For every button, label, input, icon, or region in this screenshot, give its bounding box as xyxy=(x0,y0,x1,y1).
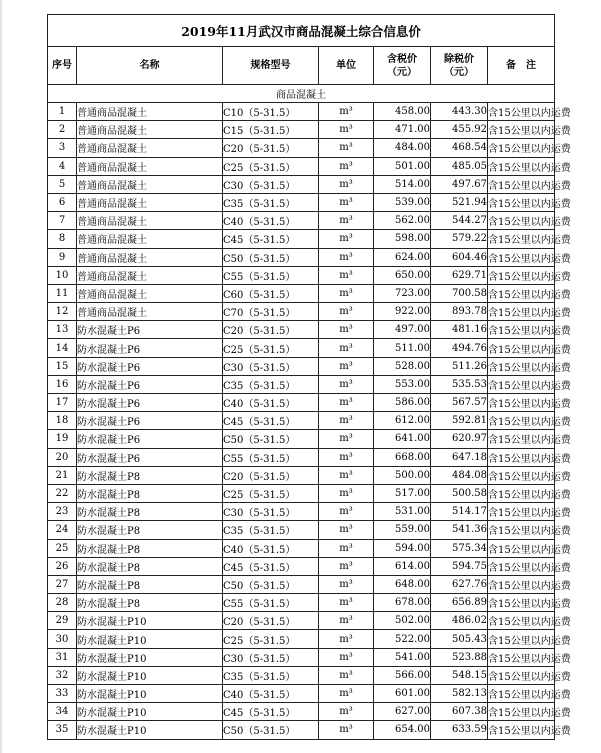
cell-price-tax-incl: 500.00 xyxy=(374,466,431,484)
cell-price-tax-incl: 612.00 xyxy=(374,412,431,430)
cell-name: 防水混凝土P6 xyxy=(77,339,223,357)
cell-name: 防水混凝土P10 xyxy=(77,630,223,648)
cell-unit: m³ xyxy=(319,357,374,375)
cell-name: 防水混凝土P8 xyxy=(77,484,223,502)
cell-name: 防水混凝土P6 xyxy=(77,357,223,375)
cell-index: 12 xyxy=(48,303,77,321)
header-price-tax-excl-line1: 除税价 xyxy=(444,53,474,65)
cell-price-tax-incl: 650.00 xyxy=(374,266,431,284)
cell-note: 含15公里以内运费 xyxy=(488,521,555,539)
cell-spec: C45（5-31.5） xyxy=(223,412,319,430)
cell-price-tax-incl: 624.00 xyxy=(374,248,431,266)
cell-spec: C20（5-31.5） xyxy=(223,466,319,484)
table-row xyxy=(48,175,555,193)
cell-index: 21 xyxy=(48,466,77,484)
cell-price-tax-excl: 594.75 xyxy=(431,557,488,575)
cell-index: 23 xyxy=(48,503,77,521)
cell-unit: m³ xyxy=(319,721,374,739)
table-row xyxy=(48,575,555,593)
cell-spec: C40（5-31.5） xyxy=(223,539,319,557)
cell-note: 含15公里以内运费 xyxy=(488,230,555,248)
cell-note: 含15公里以内运费 xyxy=(488,193,555,211)
cell-unit: m³ xyxy=(319,303,374,321)
header-price-tax-excl xyxy=(431,47,488,85)
cell-index: 32 xyxy=(48,666,77,684)
header-price-tax-incl-line2: （元） xyxy=(387,66,417,78)
cell-price-tax-excl: 541.36 xyxy=(431,521,488,539)
cell-price-tax-excl: 511.26 xyxy=(431,357,488,375)
cell-unit: m³ xyxy=(319,503,374,521)
cell-unit: m³ xyxy=(319,139,374,157)
cell-spec: C15（5-31.5） xyxy=(223,121,319,139)
cell-note: 含15公里以内运费 xyxy=(488,394,555,412)
cell-spec: C20（5-31.5） xyxy=(223,612,319,630)
cell-index: 13 xyxy=(48,321,77,339)
cell-name: 普通商品混凝土 xyxy=(77,266,223,284)
cell-note: 含15公里以内运费 xyxy=(488,412,555,430)
cell-note: 含15公里以内运费 xyxy=(488,375,555,393)
cell-spec: C50（5-31.5） xyxy=(223,248,319,266)
cell-price-tax-excl: 633.59 xyxy=(431,721,488,739)
cell-unit: m³ xyxy=(319,375,374,393)
cell-index: 5 xyxy=(48,175,77,193)
cell-note: 含15公里以内运费 xyxy=(488,303,555,321)
table-row xyxy=(48,121,555,139)
cell-price-tax-incl: 668.00 xyxy=(374,448,431,466)
cell-spec: C50（5-31.5） xyxy=(223,721,319,739)
cell-index: 7 xyxy=(48,212,77,230)
cell-spec: C25（5-31.5） xyxy=(223,484,319,502)
cell-unit: m³ xyxy=(319,575,374,593)
cell-name: 普通商品混凝土 xyxy=(77,121,223,139)
cell-price-tax-excl: 514.17 xyxy=(431,503,488,521)
table-row xyxy=(48,721,555,739)
cell-unit: m³ xyxy=(319,484,374,502)
cell-price-tax-excl: 544.27 xyxy=(431,212,488,230)
cell-note: 含15公里以内运费 xyxy=(488,448,555,466)
cell-price-tax-excl: 481.16 xyxy=(431,321,488,339)
cell-price-tax-incl: 598.00 xyxy=(374,230,431,248)
cell-price-tax-incl: 627.00 xyxy=(374,703,431,721)
cell-price-tax-excl: 607.38 xyxy=(431,703,488,721)
cell-unit: m³ xyxy=(319,448,374,466)
cell-price-tax-incl: 517.00 xyxy=(374,484,431,502)
cell-price-tax-incl: 594.00 xyxy=(374,539,431,557)
cell-unit: m³ xyxy=(319,193,374,211)
cell-note: 含15公里以内运费 xyxy=(488,575,555,593)
cell-note: 含15公里以内运费 xyxy=(488,212,555,230)
cell-price-tax-excl: 629.71 xyxy=(431,266,488,284)
cell-price-tax-incl: 511.00 xyxy=(374,339,431,357)
cell-unit: m³ xyxy=(319,266,374,284)
table-row xyxy=(48,303,555,321)
cell-name: 普通商品混凝土 xyxy=(77,248,223,266)
cell-note: 含15公里以内运费 xyxy=(488,721,555,739)
cell-spec: C30（5-31.5） xyxy=(223,648,319,666)
cell-price-tax-excl: 592.81 xyxy=(431,412,488,430)
table-row xyxy=(48,466,555,484)
cell-note: 含15公里以内运费 xyxy=(488,703,555,721)
cell-note: 含15公里以内运费 xyxy=(488,430,555,448)
cell-name: 防水混凝土P10 xyxy=(77,703,223,721)
cell-price-tax-incl: 566.00 xyxy=(374,666,431,684)
cell-spec: C45（5-31.5） xyxy=(223,703,319,721)
cell-index: 19 xyxy=(48,430,77,448)
cell-price-tax-incl: 641.00 xyxy=(374,430,431,448)
cell-note: 含15公里以内运费 xyxy=(488,284,555,302)
cell-unit: m³ xyxy=(319,703,374,721)
header-row xyxy=(48,47,555,85)
cell-unit: m³ xyxy=(319,430,374,448)
cell-unit: m³ xyxy=(319,521,374,539)
cell-price-tax-excl: 484.08 xyxy=(431,466,488,484)
table-row xyxy=(48,139,555,157)
cell-price-tax-excl: 647.18 xyxy=(431,448,488,466)
cell-price-tax-excl: 521.94 xyxy=(431,193,488,211)
cell-spec: C70（5-31.5） xyxy=(223,303,319,321)
cell-price-tax-excl: 579.22 xyxy=(431,230,488,248)
cell-spec: C50（5-31.5） xyxy=(223,575,319,593)
cell-note: 含15公里以内运费 xyxy=(488,139,555,157)
table-row xyxy=(48,666,555,684)
cell-note: 含15公里以内运费 xyxy=(488,666,555,684)
cell-spec: C60（5-31.5） xyxy=(223,284,319,302)
cell-price-tax-excl: 523.88 xyxy=(431,648,488,666)
header-spec: 规格型号 xyxy=(223,47,319,85)
cell-price-tax-incl: 502.00 xyxy=(374,612,431,630)
cell-unit: m³ xyxy=(319,212,374,230)
cell-unit: m³ xyxy=(319,594,374,612)
cell-unit: m³ xyxy=(319,612,374,630)
cell-spec: C55（5-31.5） xyxy=(223,448,319,466)
cell-name: 防水混凝土P8 xyxy=(77,539,223,557)
table-row xyxy=(48,230,555,248)
cell-name: 防水混凝土P8 xyxy=(77,521,223,539)
cell-spec: C40（5-31.5） xyxy=(223,685,319,703)
cell-index: 22 xyxy=(48,484,77,502)
table-row xyxy=(48,539,555,557)
cell-index: 9 xyxy=(48,248,77,266)
cell-spec: C25（5-31.5） xyxy=(223,339,319,357)
cell-name: 防水混凝土P6 xyxy=(77,394,223,412)
cell-unit: m³ xyxy=(319,175,374,193)
cell-unit: m³ xyxy=(319,230,374,248)
cell-price-tax-excl: 485.05 xyxy=(431,157,488,175)
cell-name: 防水混凝土P8 xyxy=(77,575,223,593)
cell-price-tax-incl: 514.00 xyxy=(374,175,431,193)
cell-name: 普通商品混凝土 xyxy=(77,284,223,302)
cell-note: 含15公里以内运费 xyxy=(488,484,555,502)
cell-name: 普通商品混凝土 xyxy=(77,139,223,157)
cell-unit: m³ xyxy=(319,284,374,302)
cell-name: 防水混凝土P10 xyxy=(77,666,223,684)
cell-index: 31 xyxy=(48,648,77,666)
cell-index: 10 xyxy=(48,266,77,284)
cell-unit: m³ xyxy=(319,321,374,339)
cell-note: 含15公里以内运费 xyxy=(488,648,555,666)
table-row xyxy=(48,157,555,175)
cell-name: 普通商品混凝土 xyxy=(77,175,223,193)
cell-price-tax-incl: 922.00 xyxy=(374,303,431,321)
cell-price-tax-incl: 539.00 xyxy=(374,193,431,211)
cell-note: 含15公里以内运费 xyxy=(488,121,555,139)
cell-price-tax-excl: 468.54 xyxy=(431,139,488,157)
price-table xyxy=(47,14,571,740)
cell-unit: m³ xyxy=(319,539,374,557)
cell-price-tax-incl: 528.00 xyxy=(374,357,431,375)
table-row xyxy=(48,284,555,302)
cell-price-tax-excl: 700.58 xyxy=(431,284,488,302)
cell-note: 含15公里以内运费 xyxy=(488,557,555,575)
cell-price-tax-excl: 604.46 xyxy=(431,248,488,266)
cell-spec: C10（5-31.5） xyxy=(223,103,319,121)
cell-note: 含15公里以内运费 xyxy=(488,612,555,630)
cell-note: 含15公里以内运费 xyxy=(488,503,555,521)
cell-note: 含15公里以内运费 xyxy=(488,357,555,375)
cell-name: 普通商品混凝土 xyxy=(77,157,223,175)
cell-spec: C20（5-31.5） xyxy=(223,139,319,157)
cell-price-tax-incl: 678.00 xyxy=(374,594,431,612)
cell-price-tax-excl: 500.58 xyxy=(431,484,488,502)
cell-name: 普通商品混凝土 xyxy=(77,230,223,248)
cell-note: 含15公里以内运费 xyxy=(488,539,555,557)
table-row xyxy=(48,484,555,502)
cell-unit: m³ xyxy=(319,121,374,139)
cell-price-tax-excl: 455.92 xyxy=(431,121,488,139)
table-row xyxy=(48,685,555,703)
cell-price-tax-incl: 522.00 xyxy=(374,630,431,648)
table-row xyxy=(48,193,555,211)
cell-name: 防水混凝土P6 xyxy=(77,412,223,430)
cell-name: 防水混凝土P10 xyxy=(77,721,223,739)
header-price-tax-incl-line1: 含税价 xyxy=(387,53,417,65)
cell-name: 普通商品混凝土 xyxy=(77,193,223,211)
cell-price-tax-incl: 541.00 xyxy=(374,648,431,666)
cell-name: 防水混凝土P10 xyxy=(77,648,223,666)
table-row xyxy=(48,448,555,466)
cell-name: 防水混凝土P6 xyxy=(77,375,223,393)
cell-index: 4 xyxy=(48,157,77,175)
cell-index: 15 xyxy=(48,357,77,375)
table-row xyxy=(48,212,555,230)
cell-index: 29 xyxy=(48,612,77,630)
table-title: 2019年11月武汉市商品混凝土综合信息价 xyxy=(48,15,555,47)
cell-note: 含15公里以内运费 xyxy=(488,103,555,121)
cell-price-tax-incl: 559.00 xyxy=(374,521,431,539)
cell-unit: m³ xyxy=(319,394,374,412)
cell-index: 34 xyxy=(48,703,77,721)
cell-unit: m³ xyxy=(319,466,374,484)
cell-spec: C50（5-31.5） xyxy=(223,430,319,448)
cell-price-tax-excl: 656.89 xyxy=(431,594,488,612)
cell-index: 6 xyxy=(48,193,77,211)
table-row xyxy=(48,375,555,393)
cell-price-tax-incl: 586.00 xyxy=(374,394,431,412)
cell-price-tax-excl: 575.34 xyxy=(431,539,488,557)
cell-price-tax-incl: 614.00 xyxy=(374,557,431,575)
cell-unit: m³ xyxy=(319,103,374,121)
cell-index: 3 xyxy=(48,139,77,157)
cell-unit: m³ xyxy=(319,557,374,575)
cell-price-tax-incl: 562.00 xyxy=(374,212,431,230)
cell-price-tax-excl: 567.57 xyxy=(431,394,488,412)
cell-spec: C45（5-31.5） xyxy=(223,230,319,248)
cell-index: 8 xyxy=(48,230,77,248)
cell-note: 含15公里以内运费 xyxy=(488,339,555,357)
cell-price-tax-excl: 535.53 xyxy=(431,375,488,393)
cell-name: 防水混凝土P8 xyxy=(77,557,223,575)
cell-price-tax-incl: 501.00 xyxy=(374,157,431,175)
cell-index: 30 xyxy=(48,630,77,648)
cell-unit: m³ xyxy=(319,248,374,266)
cell-price-tax-incl: 648.00 xyxy=(374,575,431,593)
page-edge-shadow xyxy=(0,0,3,753)
cell-name: 防水混凝土P10 xyxy=(77,612,223,630)
cell-price-tax-excl: 582.13 xyxy=(431,685,488,703)
cell-index: 33 xyxy=(48,685,77,703)
cell-spec: C55（5-31.5） xyxy=(223,594,319,612)
cell-note: 含15公里以内运费 xyxy=(488,321,555,339)
table-row xyxy=(48,594,555,612)
cell-price-tax-excl: 494.76 xyxy=(431,339,488,357)
cell-spec: C35（5-31.5） xyxy=(223,521,319,539)
table-row xyxy=(48,103,555,121)
cell-price-tax-excl: 497.67 xyxy=(431,175,488,193)
cell-price-tax-incl: 471.00 xyxy=(374,121,431,139)
cell-spec: C30（5-31.5） xyxy=(223,357,319,375)
cell-price-tax-excl: 627.76 xyxy=(431,575,488,593)
cell-index: 24 xyxy=(48,521,77,539)
cell-name: 防水混凝土P10 xyxy=(77,685,223,703)
cell-price-tax-excl: 893.78 xyxy=(431,303,488,321)
cell-spec: C45（5-31.5） xyxy=(223,557,319,575)
table-row xyxy=(48,321,555,339)
cell-note: 含15公里以内运费 xyxy=(488,175,555,193)
cell-spec: C25（5-31.5） xyxy=(223,630,319,648)
cell-name: 防水混凝土P6 xyxy=(77,321,223,339)
cell-index: 26 xyxy=(48,557,77,575)
cell-index: 35 xyxy=(48,721,77,739)
cell-index: 11 xyxy=(48,284,77,302)
cell-spec: C25（5-31.5） xyxy=(223,157,319,175)
cell-index: 17 xyxy=(48,394,77,412)
cell-index: 25 xyxy=(48,539,77,557)
cell-price-tax-incl: 601.00 xyxy=(374,685,431,703)
cell-spec: C40（5-31.5） xyxy=(223,394,319,412)
cell-spec: C55（5-31.5） xyxy=(223,266,319,284)
cell-unit: m³ xyxy=(319,630,374,648)
cell-price-tax-incl: 654.00 xyxy=(374,721,431,739)
cell-name: 普通商品混凝土 xyxy=(77,212,223,230)
cell-index: 1 xyxy=(48,103,77,121)
cell-price-tax-incl: 553.00 xyxy=(374,375,431,393)
cell-note: 含15公里以内运费 xyxy=(488,157,555,175)
cell-price-tax-excl: 548.15 xyxy=(431,666,488,684)
cell-price-tax-excl: 443.30 xyxy=(431,103,488,121)
table-row xyxy=(48,648,555,666)
header-index: 序号 xyxy=(48,47,77,85)
cell-index: 28 xyxy=(48,594,77,612)
cell-spec: C30（5-31.5） xyxy=(223,503,319,521)
cell-unit: m³ xyxy=(319,157,374,175)
header-price-tax-excl-line2: （元） xyxy=(444,66,474,78)
cell-spec: C35（5-31.5） xyxy=(223,193,319,211)
header-unit: 单位 xyxy=(319,47,374,85)
table-row xyxy=(48,703,555,721)
cell-name: 防水混凝土P8 xyxy=(77,594,223,612)
table-row xyxy=(48,557,555,575)
table-row xyxy=(48,266,555,284)
cell-spec: C35（5-31.5） xyxy=(223,375,319,393)
cell-price-tax-incl: 484.00 xyxy=(374,139,431,157)
cell-note: 含15公里以内运费 xyxy=(488,248,555,266)
table-row xyxy=(48,248,555,266)
cell-name: 防水混凝土P6 xyxy=(77,430,223,448)
header-note: 备 注 xyxy=(488,47,555,85)
cell-price-tax-incl: 497.00 xyxy=(374,321,431,339)
cell-price-tax-excl: 620.97 xyxy=(431,430,488,448)
cell-unit: m³ xyxy=(319,648,374,666)
cell-price-tax-incl: 531.00 xyxy=(374,503,431,521)
cell-name: 防水混凝土P6 xyxy=(77,448,223,466)
cell-spec: C35（5-31.5） xyxy=(223,666,319,684)
cell-note: 含15公里以内运费 xyxy=(488,594,555,612)
table-row xyxy=(48,503,555,521)
cell-index: 16 xyxy=(48,375,77,393)
table-row xyxy=(48,394,555,412)
cell-note: 含15公里以内运费 xyxy=(488,466,555,484)
cell-note: 含15公里以内运费 xyxy=(488,685,555,703)
header-name: 名称 xyxy=(77,47,223,85)
cell-price-tax-excl: 486.02 xyxy=(431,612,488,630)
cell-unit: m³ xyxy=(319,685,374,703)
header-price-tax-incl xyxy=(374,47,431,85)
section-title: 商品混凝土 xyxy=(48,85,555,103)
table-row xyxy=(48,412,555,430)
cell-index: 20 xyxy=(48,448,77,466)
cell-note: 含15公里以内运费 xyxy=(488,266,555,284)
cell-price-tax-incl: 723.00 xyxy=(374,284,431,302)
cell-index: 14 xyxy=(48,339,77,357)
table-row xyxy=(48,357,555,375)
cell-price-tax-excl: 505.43 xyxy=(431,630,488,648)
cell-unit: m³ xyxy=(319,339,374,357)
table-row xyxy=(48,339,555,357)
cell-index: 18 xyxy=(48,412,77,430)
cell-spec: C30（5-31.5） xyxy=(223,175,319,193)
table-row xyxy=(48,630,555,648)
table-row xyxy=(48,430,555,448)
cell-spec: C20（5-31.5） xyxy=(223,321,319,339)
cell-index: 27 xyxy=(48,575,77,593)
cell-unit: m³ xyxy=(319,666,374,684)
cell-name: 普通商品混凝土 xyxy=(77,303,223,321)
cell-name: 普通商品混凝土 xyxy=(77,103,223,121)
cell-name: 防水混凝土P8 xyxy=(77,466,223,484)
cell-note: 含15公里以内运费 xyxy=(488,630,555,648)
table-row xyxy=(48,612,555,630)
cell-index: 2 xyxy=(48,121,77,139)
cell-unit: m³ xyxy=(319,412,374,430)
cell-price-tax-incl: 458.00 xyxy=(374,103,431,121)
cell-spec: C40（5-31.5） xyxy=(223,212,319,230)
table-row xyxy=(48,521,555,539)
cell-name: 防水混凝土P8 xyxy=(77,503,223,521)
